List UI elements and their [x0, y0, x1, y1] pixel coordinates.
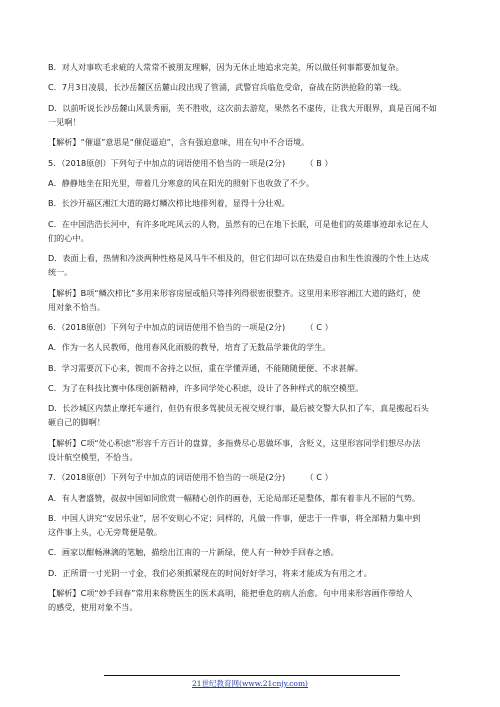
text-line: C．为了在科技比赛中体现创新精神，许多同学处心积虑，设计了各种样式的航空模型。 — [48, 383, 364, 394]
text-line: 这件事上头，心无旁骛便是敬。 — [48, 527, 163, 538]
text-line: C．7月3日凌晨，长沙岳麓区岳麓山段出现了管涌，武警官兵临危受命，奋战在防洪抢险的第一线。 — [48, 82, 407, 93]
text-line: 【解析】B项“鳞次栉比”多用来形容房屋或船只等排列得很密很整齐。这里用来形容湘江大道的路灯，使 — [48, 287, 421, 298]
text-line: 【解析】“催逼”意思是“催促逼迫”，含有强迫意味，用在句中不合语境。 — [48, 137, 310, 148]
text-line: 【解析】C项“处心积虑”形容千方百计的盘算，多指费尽心思做坏事，含贬义，这里形容同学们想尽办法 — [48, 437, 421, 448]
question-heading: 6．（2018原创）下列句子中加点的词语使用不恰当的一项是(2分) （ C ） — [48, 321, 333, 332]
text-line: D．以前听说长沙岳麓山风景秀丽，芙不胜收，这次前去游览，果然名不虚传，让我大开眼界，真是百闻不如 — [48, 102, 438, 113]
footer-link[interactable]: 21世纪教育网(www.21cnjy.com) — [191, 679, 308, 688]
text-line: 的感受，使用对象不当。 — [48, 602, 138, 613]
question-heading: 5．（2018原创）下列句子中加点的词语使用不恰当的一项是(2分) （ B ） — [48, 157, 333, 168]
text-line: C．画家以酣畅淋漓的笔触，描绘出江南的一片新绿，使人有一种妙手回春之感。 — [48, 547, 339, 558]
text-line: 设计航空模型，不恰当。 — [48, 451, 138, 462]
text-line: 【解析】C项“妙手回春”常用来称赞医生的医术高明，能把垂危的病人治愈。句中用来形容画作带给人 — [48, 588, 413, 599]
text-line: 们的心中。 — [48, 232, 89, 243]
text-line: 用对象不恰当。 — [48, 301, 106, 312]
text-line: B．学习需要沉下心来，锲而不舍持之以恒，重在学懂弄通，不能随随便便、不求甚解。 — [48, 362, 364, 373]
text-line: 一见啊！ — [48, 116, 81, 127]
text-line: 砸自己的脚啊！ — [48, 417, 106, 428]
text-line: B．对人对事吹毛求疵的人常常不被朋友理解，因为无休止地追求完美，所以做任何事都要加复杂。 — [48, 62, 404, 72]
document-body — [48, 60, 456, 614]
text-line: B．长沙开福区湘江大道的路灯鳞次栉比地排列着，显得十分壮观。 — [48, 198, 290, 209]
question-heading: 7．（2018原创）下列句子中加点的词语使用不恰当的一项是(2分) （ C ） — [48, 472, 333, 483]
text-line: A．有人奢盛赞，叔叔中国如同欣赏一幅精心创作的画卷，无论局部还是整体，都有着非凡不屈的气势。 — [48, 492, 421, 503]
text-line: B．中国人讲究“安居乐业”，居不安则心不定；同样的，凡做一件事，便忠于一件事，将全部精力集中到 — [48, 513, 421, 524]
text-line: A．作为一名人民教师，他用春风化雨般的教导，培育了无数品学兼优的学生。 — [48, 342, 331, 353]
text-line: 统一。 — [48, 267, 73, 278]
text-line: D．正所谓一寸光阴一寸金，我们必须抓紧现在的时间好好学习，将来才能成为有用之才。 — [48, 567, 372, 578]
text-line: D．长沙城区内禁止摩托车通行，但仍有很多驾驶员无视交规行事，最后被交警大队扣了车，真是搬起石头 — [48, 403, 429, 414]
footer-divider — [104, 675, 400, 676]
text-line: C．在中国浩浩长河中，有许多叱咤风云的人物，虽然有的已在地下长眠，可是他们的英雄事迹却永记在人 — [48, 218, 429, 229]
text-line: A．静静地坐在阳光里，带着几分寒意的风在阳光的照射下也收敛了不少。 — [48, 177, 315, 188]
text-line: D．表面上看，热情和冷淡两种性格是风马牛不相及的，但它们却可以在热爱自由和生性浪漫的个性上达成 — [48, 253, 429, 264]
